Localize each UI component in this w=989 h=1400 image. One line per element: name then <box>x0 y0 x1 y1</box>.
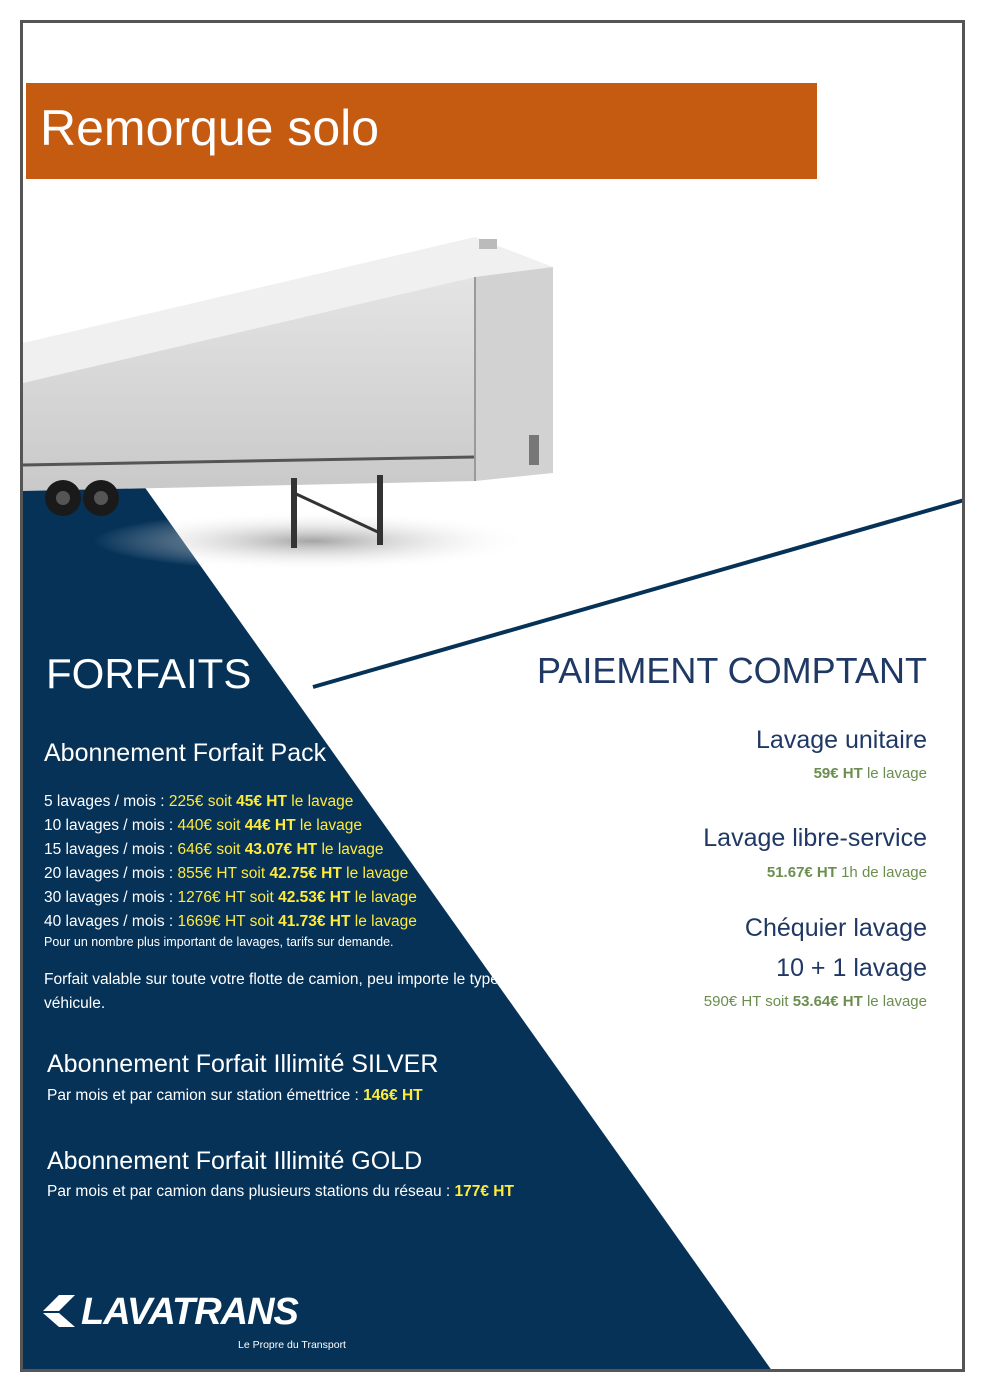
lavatrans-logo-icon <box>39 1293 79 1329</box>
gold-text: Par mois et par camion dans plusieurs stations du réseau : 177€ HT <box>47 1183 514 1200</box>
pack-paragraph: Forfait valable sur toute votre flotte de camion, peu importe le type de véhicule. <box>44 971 521 1012</box>
gold-title: Abonnement Forfait Illimité GOLD <box>47 1147 423 1175</box>
pack-row: 10 lavages / mois : 440€ soit 44€ HT le lavage <box>44 817 362 834</box>
pack-row: 20 lavages / mois : 855€ HT soit 42.75€ HT le lavage <box>44 865 409 882</box>
comptant-heading: PAIEMENT COMPTANT <box>536 650 927 691</box>
libre-title: Lavage libre-service <box>703 824 927 852</box>
pack-price-list <box>44 790 417 934</box>
page-frame <box>20 20 965 1372</box>
chequier-price: 590€ HT soit 53.64€ HT le lavage <box>703 993 927 1010</box>
page-title: Remorque solo <box>40 100 380 156</box>
pack-row: 15 lavages / mois : 646€ soit 43.07€ HT le lavage <box>44 841 384 858</box>
pack-row: 30 lavages / mois : 1276€ HT soit 42.53€ HT le lavage <box>44 889 417 906</box>
logo-tagline: Le Propre du Transport <box>238 1339 346 1351</box>
title-bar <box>26 83 817 179</box>
pack-title: Abonnement Forfait Pack <box>44 739 327 767</box>
unitaire-title: Lavage unitaire <box>756 726 927 754</box>
libre-price: 51.67€ HT 1h de lavage <box>766 864 927 881</box>
pack-note: Pour un nombre plus important de lavages, tarifs sur demande. <box>44 935 394 949</box>
chequier-title: Chéquier lavage <box>744 914 927 942</box>
pack-row: 5 lavages / mois : 225€ soit 45€ HT le lavage <box>44 793 354 810</box>
trailer-image <box>23 223 583 583</box>
pack-row: 40 lavages / mois : 1669€ HT soit 41.73€ HT le lavage <box>44 913 417 930</box>
chequier-subtitle: 10 + 1 lavage <box>776 954 927 982</box>
unitaire-price: 59€ HT le lavage <box>813 765 927 782</box>
silver-text: Par mois et par camion sur station émettrice : 146€ HT <box>47 1087 423 1104</box>
forfaits-heading: FORFAITS <box>46 650 252 697</box>
logo-name: LAVATRANS <box>81 1291 298 1333</box>
silver-title: Abonnement Forfait Illimité SILVER <box>47 1050 439 1078</box>
